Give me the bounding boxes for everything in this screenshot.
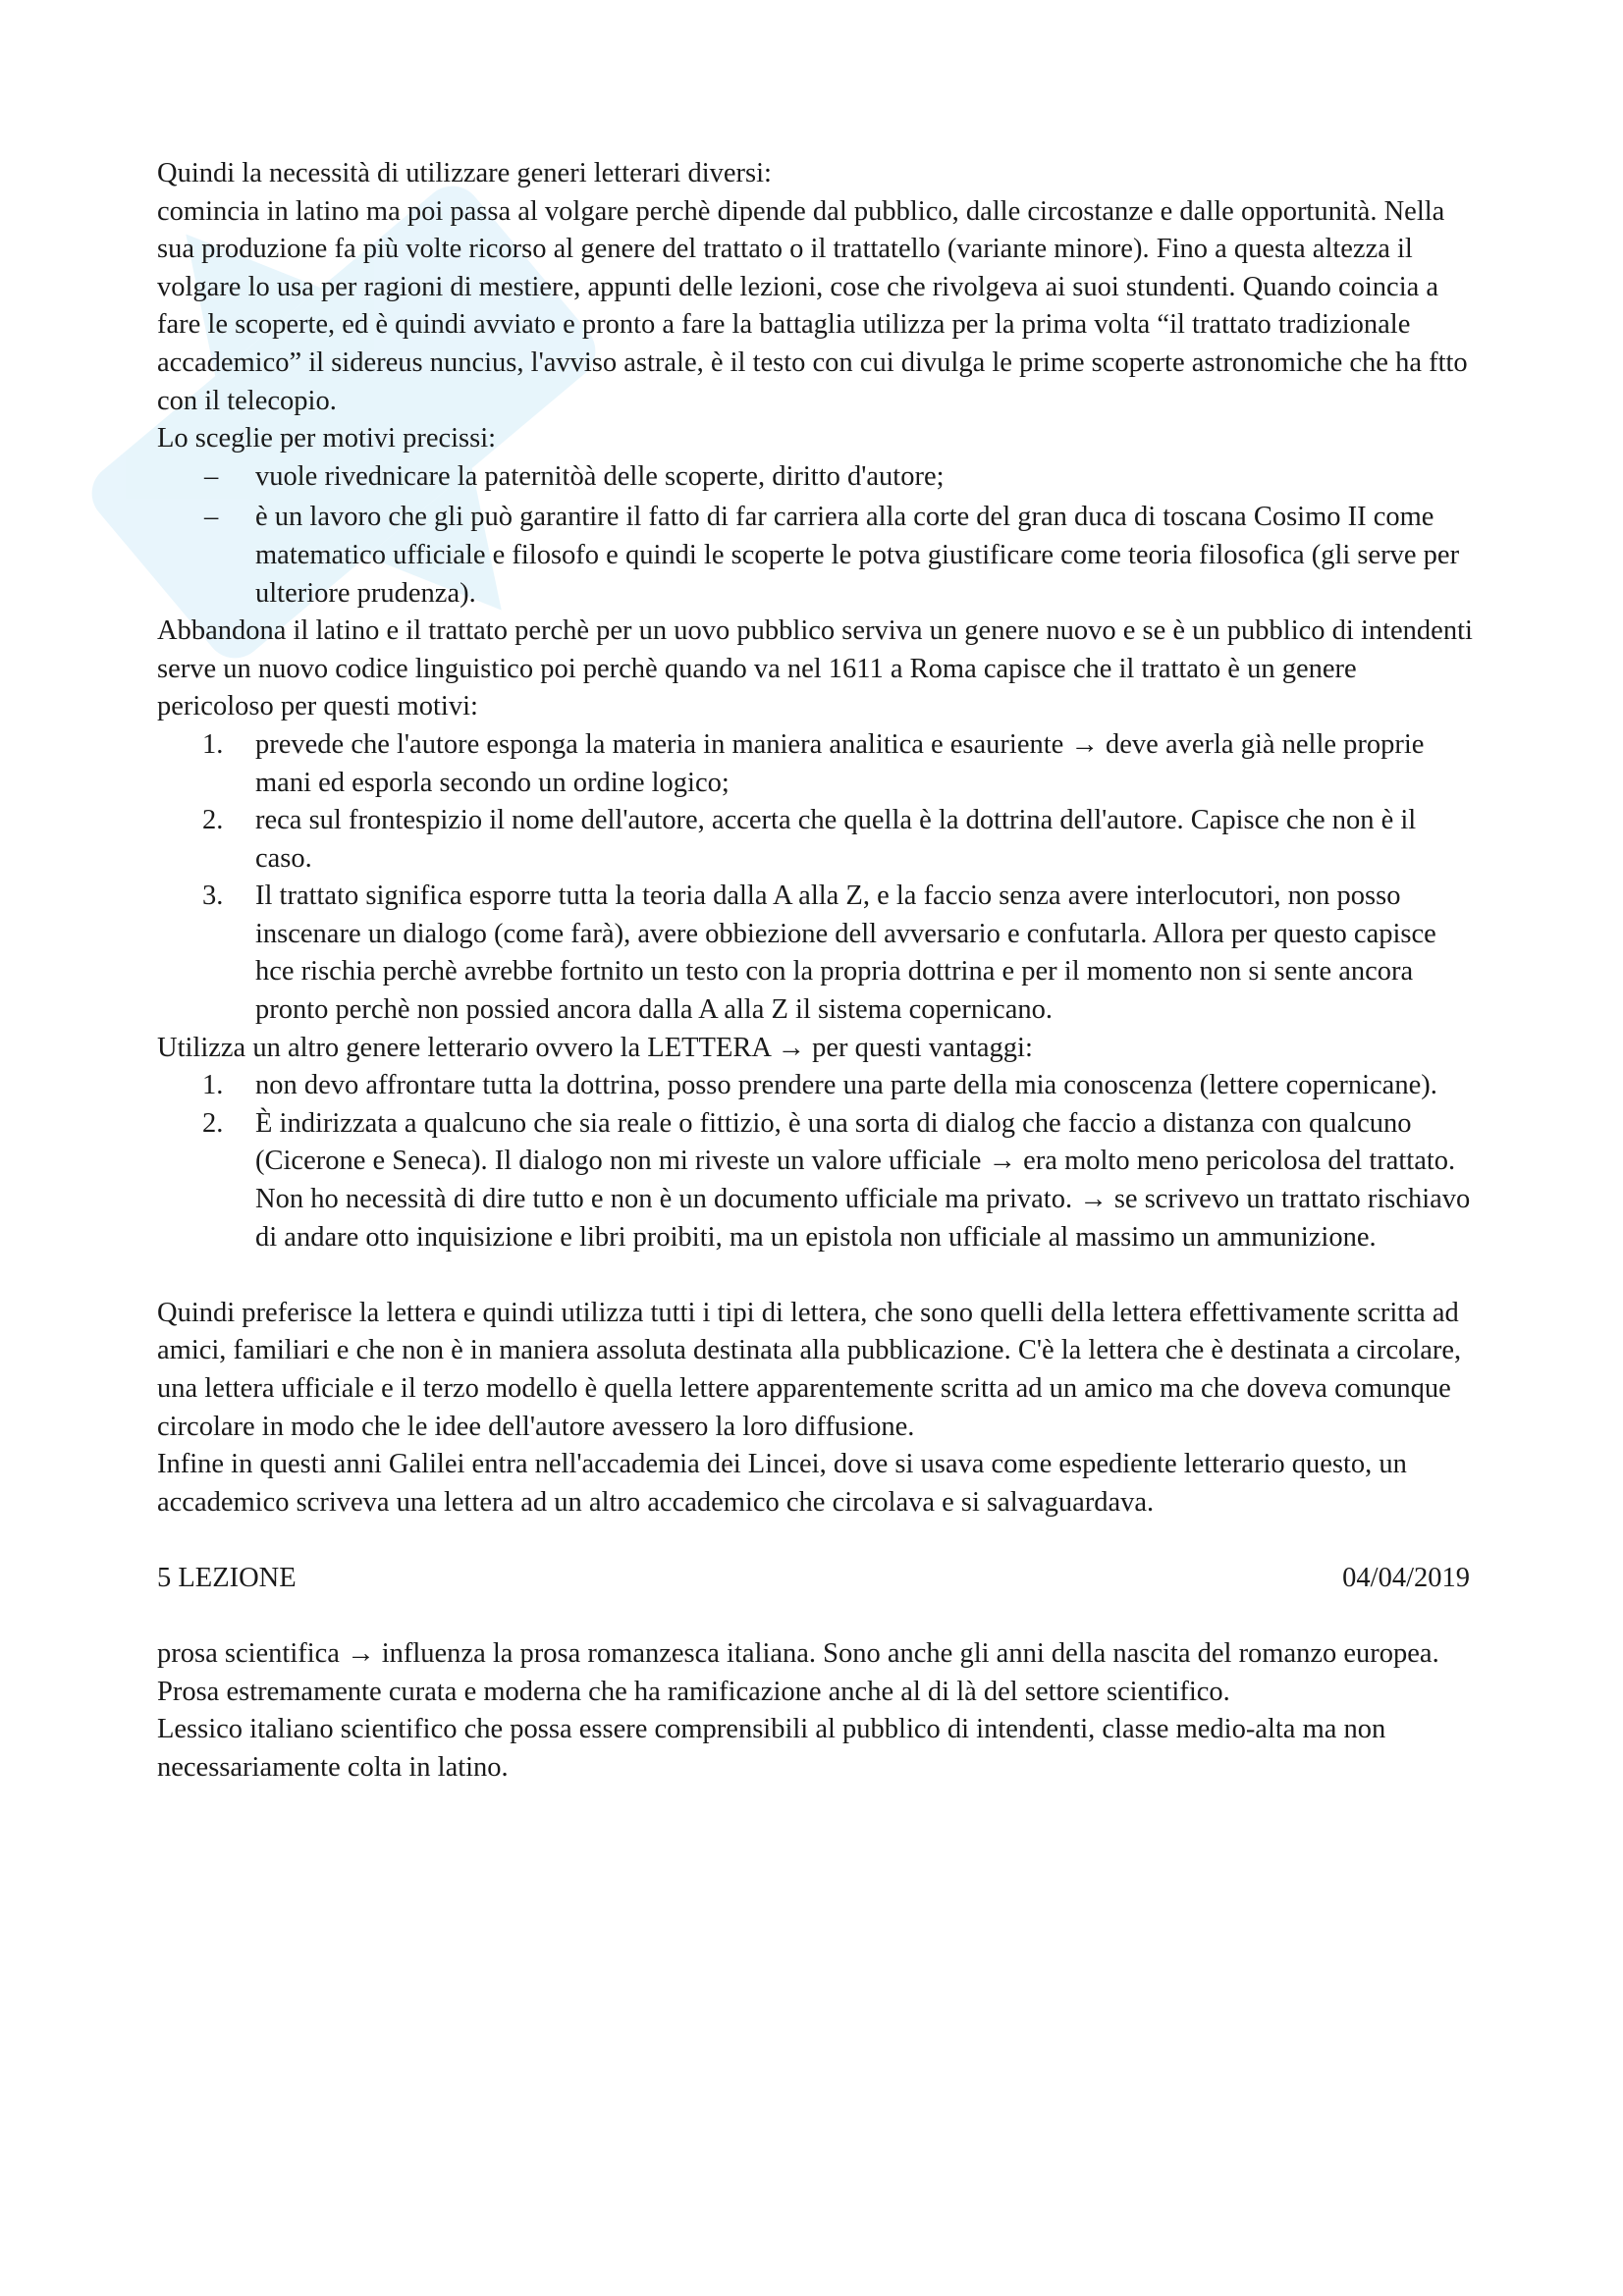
list-item-text: vuole rivednicare la paternitòà delle scoperte, diritto d'autore; [255,460,945,492]
document-body [157,155,1478,1788]
spacer [157,1256,1478,1295]
infine-paragraph: Infine in questi anni Galilei entra nell'accademia dei Lincei, dove si usava come espediente letterario questo, un accademico scriveva una lettera ad un altro accademico che circolava e si salvaguardava. [157,1449,1407,1518]
lesson-date: 04/04/2019 [1342,1562,1470,1593]
list-item [157,878,1478,1029]
spacer [157,1598,1478,1636]
intro-paragraph: comincia in latino ma poi passa al volgare perchè dipende dal pubblico, dalle circostanze e dalle opportunità. Nella sua produzione fa più volte ricorso al genere del trattato o il trattatello (variante minore). Fino a questa altezza il volgare lo usa per ragioni di mestiere, appunti delle lezioni, cose che rivolgeva ai suoi stundenti. Quando coincia a fare le scoperte, ed è quindi avviato e pronto a fare la battaglia utilizza per la prima volta “il trattato tradizionale accademico” il sidereus nuncius, l'avviso astrale, è il testo con cui divulga le prime scoperte astronomiche che ha ftto con il telecopio. [157,195,1468,416]
dash-bullet: – [204,502,219,533]
lessico-paragraph: Lessico italiano scientifico che possa essere comprensibili al pubblico di intendenti, classe medio-alta ma non necessariamente colta in latino. [157,1714,1386,1783]
list-item [157,458,1478,497]
list-item-text: non devo affrontare tutta la dottrina, posso prendere una parte della mia conoscenza (lettere copernicane). [255,1070,1437,1101]
list-item-text: Il trattato significa esporre tutta la teoria dalla A alla Z, e la faccio senza avere interlocutori, non posso inscenare un dialogo (come farà), avere obbiezione dell avversario e confutarla. Allora per questo capisce hce rischia perchè avrebbe fortnito un testo con la propria dottrina e per il momento non si sente ancora pronto perchè non possied ancora dalla A alla Z il sistema copernicano. [255,881,1436,1026]
lettera-lead: Utilizza un altro genere letterario ovvero la LETTERA → per questi vantaggi: [157,1032,1033,1063]
list-number: 3. [202,881,224,912]
list-number: 1. [202,728,224,760]
list-number: 1. [202,1070,224,1101]
list-item [157,802,1478,878]
trattato-reasons-list [157,726,1478,1030]
list-item [157,499,1478,613]
preferisce-paragraph: Quindi preferisce la lettera e quindi utilizza tutti i tipi di lettera, che sono quelli della lettera effettivamente scritta ad amici, familiari e che non è in maniera assoluta destinata alla pubblicazione. C'è la lettera che è destinata a circolare, una lettera ufficiale e il terzo modello è quella lettere apparentemente scritta ad un amico ma che doveva comunque circolare in modo che le idee dell'autore avessero la loro diffusione. [157,1297,1462,1442]
lesson-title: 5 LEZIONE [157,1562,297,1593]
spacer [157,1522,1478,1560]
list-number: 2. [202,805,224,836]
list-item-text: È indirizzata a qualcuno che sia reale o fittizio, è una sorta di dialog che faccio a distanza con qualcuno (Cicerone e Seneca). Il dialogo non mi riveste un valore ufficiale → era molto meno pericolosa del trattato. Non ho necessità di dire tutto e non è un documento ufficiale ma privato. → se scrivevo un trattato rischiavo di andare otto inquisizione e libri proibiti, ma un epistola non ufficiale al massimo un ammunizione. [255,1107,1471,1253]
lettera-advantages-list [157,1067,1478,1256]
list-item [157,1105,1478,1256]
list-item [157,1067,1478,1105]
reasons-list [157,458,1478,613]
list-number: 2. [202,1107,224,1139]
intro-heading: Quindi la necessità di utilizzare generi letterari diversi: [157,158,772,188]
lesson-header [157,1560,1470,1598]
list-item-text: è un lavoro che gli può garantire il fatto di far carriera alla corte del gran duca di toscana Cosimo II come matematico ufficiale e filosofo e quindi le scoperte le potva giustificare come teoria filosofica (gli serve per ulteriore prudenza). [255,502,1460,609]
list-item [157,726,1478,802]
list-item-text: prevede che l'autore esponga la materia in maniera analitica e esauriente → deve averla già nelle proprie mani ed esporla secondo un ordine logico; [255,728,1425,798]
dash-bullet: – [204,460,219,492]
reasons-lead: Lo sceglie per motivi precissi: [157,423,497,454]
prosa-paragraph: prosa scientifica → influenza la prosa romanzesca italiana. Sono anche gli anni della nascita del romanzo europea. Prosa estremamente curata e moderna che ha ramificazione anche al di là del settore scientifico. [157,1638,1439,1707]
abbandona-paragraph: Abbandona il latino e il trattato perchè per un uovo pubblico serviva un genere nuovo e se è un pubblico di intendenti serve un nuovo codice linguistico poi perchè quando va nel 1611 a Roma capisce che il trattato è un genere pericoloso per questi motivi: [157,615,1473,722]
list-item-text: reca sul frontespizio il nome dell'autore, accerta che quella è la dottrina dell'autore. Capisce che non è il caso. [255,805,1417,874]
